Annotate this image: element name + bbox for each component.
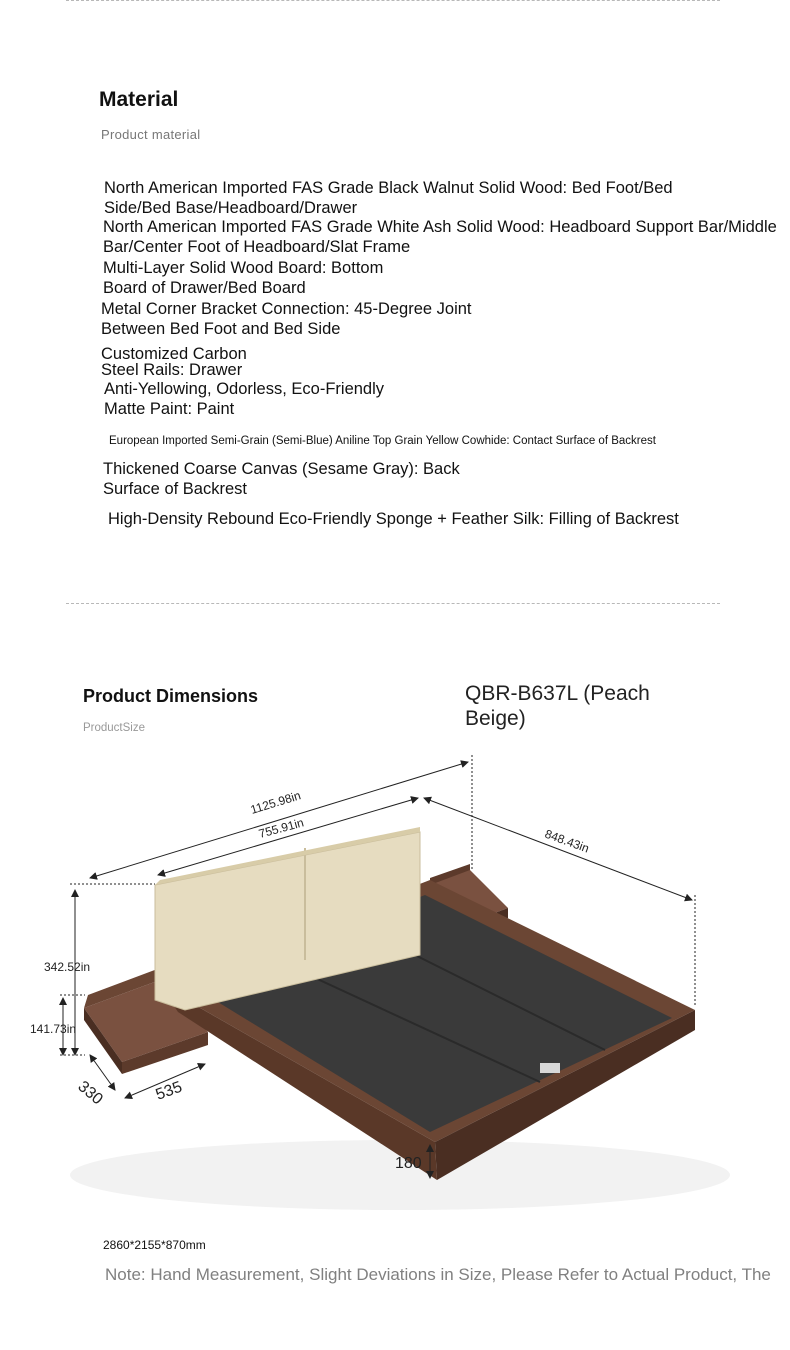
material-line: Customized Carbon — [101, 345, 247, 363]
material-line: Steel Rails: Drawer — [101, 361, 243, 379]
nightstand-depth-label: 330 — [74, 1078, 106, 1109]
material-line: Thickened Coarse Canvas (Sesame Gray): Back — [103, 460, 460, 478]
material-line: Surface of Backrest — [103, 480, 247, 498]
dimensions-title: Product Dimensions — [83, 686, 259, 706]
material-line: North American Imported FAS Grade Black Walnut Solid Wood: Bed Foot/Bed — [104, 179, 673, 197]
overall-size: 2860*2155*870mm — [103, 1238, 206, 1252]
material-line: European Imported Semi-Grain (Semi-Blue) Aniline Top Grain Yellow Cowhide: Contact Surface of Backrest — [109, 435, 656, 447]
frame-height-label: 180 — [395, 1155, 422, 1172]
section-divider — [66, 603, 720, 604]
material-line: Matte Paint: Paint — [104, 400, 235, 418]
model-name-line: QBR-B637L (Peach — [465, 682, 650, 705]
material-line: Between Bed Foot and Bed Side — [101, 320, 341, 338]
model-name — [465, 681, 650, 731]
material-line: Anti-Yellowing, Odorless, Eco-Friendly — [104, 380, 385, 398]
bed-dimension-diagram — [0, 740, 790, 1240]
material-line: High-Density Rebound Eco-Friendly Sponge + Feather Silk: Filling of Backrest — [108, 510, 679, 528]
headboard-height-label: 342.52in — [44, 960, 91, 974]
nightstand-height-label: 141.73in — [30, 1022, 77, 1036]
material-subtitle: Product material — [101, 127, 201, 142]
material-line: North American Imported FAS Grade White Ash Solid Wood: Headboard Support Bar/Middle — [103, 218, 777, 236]
material-line: Bar/Center Foot of Headboard/Slat Frame — [103, 238, 411, 256]
length-label: 848.43in — [542, 826, 592, 856]
model-name-line: Beige) — [465, 707, 526, 730]
material-line: Side/Bed Base/Headboard/Drawer — [104, 199, 358, 217]
material-title: Material — [99, 88, 179, 111]
material-line: Multi-Layer Solid Wood Board: Bottom — [103, 259, 384, 277]
total-width-label: 1125.98in — [248, 788, 303, 817]
dimensions-subtitle: ProductSize — [83, 722, 146, 734]
headboard-width-label: 755.91in — [257, 815, 306, 841]
nightstand-width-label: 535 — [153, 1078, 185, 1104]
measurement-note: Note: Hand Measurement, Slight Deviations in Size, Please Refer to Actual Product, The — [105, 1265, 771, 1284]
top-divider — [66, 0, 720, 1]
drawer-handle-icon — [540, 1063, 560, 1073]
material-line: Metal Corner Bracket Connection: 45-Degree Joint — [101, 300, 472, 318]
material-line: Board of Drawer/Bed Board — [103, 279, 306, 297]
